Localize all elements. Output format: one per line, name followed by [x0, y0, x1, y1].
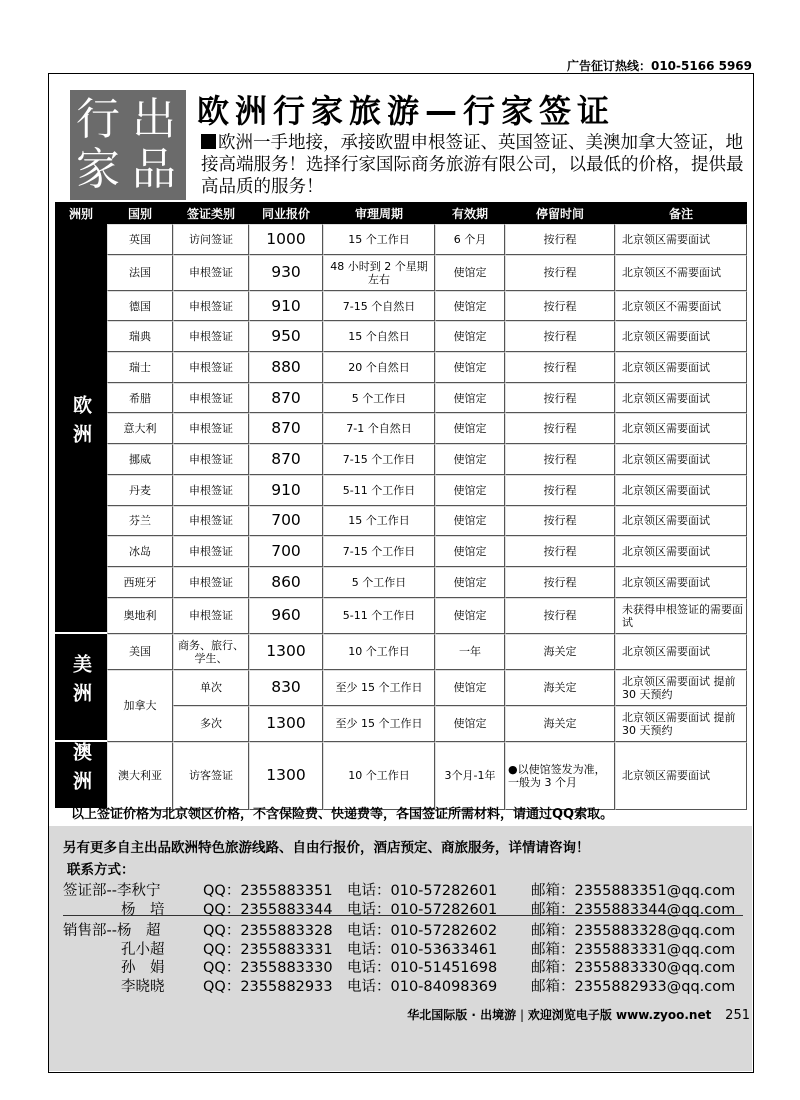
contact-phone: 电话：010-57282601 [347, 901, 498, 918]
validity-cell: 使馆定 [435, 475, 505, 506]
header-cell: 洲别 [55, 202, 107, 224]
header-cell: 停留时间 [505, 202, 615, 224]
visa-price-table [55, 202, 747, 810]
header-cell: 国别 [107, 202, 173, 224]
country-cell: 瑞士 [107, 352, 173, 383]
validity-cell: 使馆定 [435, 444, 505, 475]
table-row [55, 255, 747, 291]
validity-cell: 使馆定 [435, 291, 505, 322]
visa-type-cell: 申根签证 [173, 567, 249, 598]
contact-email: 邮箱：2355883344@qq.com [531, 901, 736, 918]
validity-cell: 使馆定 [435, 352, 505, 383]
contact-phone: 电话：010-57282601 [347, 883, 498, 899]
price-cell: 700 [249, 536, 323, 567]
page-number: 251 [725, 1008, 750, 1023]
country-cell: 法国 [107, 255, 173, 291]
table-row [55, 321, 747, 352]
stay-cell: 按行程 [505, 352, 615, 383]
contact-qq: QQ：2355883351 [203, 883, 333, 899]
country-cell: 澳大利亚 [107, 742, 173, 810]
table-row [55, 444, 747, 475]
logo-char: 品 [132, 144, 176, 195]
visa-type-cell: 申根签证 [173, 598, 249, 634]
contact-name: 销售部--杨 超 [63, 923, 161, 939]
stay-cell: ●以使馆签发为准，一般为 3 个月 [505, 742, 615, 810]
country-cell: 芬兰 [107, 506, 173, 537]
price-cell: 830 [249, 670, 323, 706]
region-label-europe [55, 224, 107, 634]
contact-row [63, 938, 743, 957]
price-cell: 1300 [249, 706, 323, 742]
region-text: 欧洲 [70, 394, 92, 453]
more-services-text: 另有更多自主出品欧洲特色旅游线路、自由行报价，酒店预定、商旅服务，详情请咨询！ [63, 840, 590, 856]
table-row [55, 567, 747, 598]
validity-cell: 使馆定 [435, 255, 505, 291]
price-cell: 1300 [249, 634, 323, 670]
note-cell: 未获得申根签证的需要面试 [615, 598, 747, 634]
table-row [55, 536, 747, 567]
contact-email: 邮箱：2355882933@qq.com [531, 978, 736, 995]
table-row [55, 634, 747, 670]
price-cell: 910 [249, 291, 323, 322]
header-cell: 有效期 [435, 202, 505, 224]
note-cell: 北京领区需要面试 [615, 506, 747, 537]
price-cell: 950 [249, 321, 323, 352]
contact-row [63, 956, 743, 975]
stay-cell: 按行程 [505, 413, 615, 444]
contact-section [49, 826, 752, 1071]
contact-row [63, 919, 743, 938]
price-cell: 870 [249, 444, 323, 475]
contact-name: 孙 娟 [63, 960, 165, 976]
region-label-oceania [55, 742, 107, 810]
processing-cell: 5 个工作日 [323, 383, 435, 414]
note-cell: 北京领区需要面试 [615, 383, 747, 414]
contact-name: 签证部--李秋宁 [63, 883, 161, 899]
price-cell: 870 [249, 413, 323, 444]
validity-cell: 一年 [435, 634, 505, 670]
headline: 欧洲行家旅游—行家签证 [197, 92, 616, 130]
contact-title: 联系方式： [67, 862, 135, 878]
contact-row [63, 975, 743, 994]
note-cell: 北京领区需要面试 [615, 634, 747, 670]
stay-cell: 按行程 [505, 506, 615, 537]
visa-type-cell: 申根签证 [173, 536, 249, 567]
processing-cell: 5-11 个工作日 [323, 598, 435, 634]
country-cell: 德国 [107, 291, 173, 322]
processing-cell: 至少 15 个工作日 [323, 670, 435, 706]
company-logo [70, 90, 186, 200]
table-row [55, 670, 747, 706]
contact-name: 孔小超 [63, 941, 165, 958]
visa-type-cell: 申根签证 [173, 444, 249, 475]
table-header-row [55, 202, 747, 224]
stay-cell: 海关定 [505, 670, 615, 706]
visa-type-cell: 申根签证 [173, 413, 249, 444]
website-text: 欢迎浏览电子版 www.zyoo.net [527, 1008, 712, 1022]
stay-cell: 按行程 [505, 598, 615, 634]
note-cell: 北京领区不需要面试 [615, 291, 747, 322]
contact-qq: QQ：2355882933 [203, 978, 333, 995]
validity-cell: 使馆定 [435, 536, 505, 567]
visa-type-cell: 申根签证 [173, 352, 249, 383]
price-cell: 880 [249, 352, 323, 383]
contact-email: 邮箱：2355883328@qq.com [531, 923, 736, 939]
validity-cell: 使馆定 [435, 567, 505, 598]
contact-phone: 电话：010-51451698 [347, 960, 498, 976]
note-cell: 北京领区需要面试 [615, 475, 747, 506]
contact-list [63, 879, 743, 993]
visa-type-cell: 访问签证 [173, 224, 249, 255]
processing-cell: 48 小时到 2 个星期左右 [323, 255, 435, 291]
note-cell: 北京领区需要面试 [615, 742, 747, 810]
visa-type-cell: 商务、旅行、学生、 [173, 634, 249, 670]
table-row [55, 742, 747, 810]
note-cell: 北京领区需要面试 提前 30 天预约 [615, 706, 747, 742]
table-row [55, 506, 747, 537]
country-cell: 英国 [107, 224, 173, 255]
price-cell: 860 [249, 567, 323, 598]
contact-email: 邮箱：2355883330@qq.com [531, 960, 736, 976]
validity-cell: 使馆定 [435, 670, 505, 706]
note-cell: 北京领区需要面试 [615, 444, 747, 475]
header-cell: 审理周期 [323, 202, 435, 224]
table-row [55, 383, 747, 414]
logo-char: 出 [132, 94, 176, 145]
footer-divider: | [519, 1008, 528, 1022]
processing-cell: 15 个工作日 [323, 506, 435, 537]
header-cell: 签证类别 [173, 202, 249, 224]
note-cell: 北京领区需要面试 [615, 321, 747, 352]
header-cell: 同业报价 [249, 202, 323, 224]
stay-cell: 按行程 [505, 444, 615, 475]
contact-name: 李晓晓 [63, 978, 165, 995]
validity-cell: 使馆定 [435, 706, 505, 742]
price-cell: 1000 [249, 224, 323, 255]
country-cell: 丹麦 [107, 475, 173, 506]
visa-type-cell: 单次 [173, 670, 249, 706]
country-cell: 西班牙 [107, 567, 173, 598]
contact-phone: 电话：010-57282602 [347, 923, 498, 939]
processing-cell: 15 个工作日 [323, 224, 435, 255]
square-bullet-icon [201, 134, 216, 149]
note-cell: 北京领区不需要面试 [615, 255, 747, 291]
stay-cell: 按行程 [505, 224, 615, 255]
contact-qq: QQ：2355883330 [203, 960, 333, 976]
publication-name: 华北国际版 · 出境游 [407, 1008, 517, 1022]
price-cell: 870 [249, 383, 323, 414]
contact-row [63, 898, 743, 917]
table-row [55, 291, 747, 322]
table-row [55, 352, 747, 383]
processing-cell: 10 个工作日 [323, 634, 435, 670]
note-cell: 北京领区需要面试 提前 30 天预约 [615, 670, 747, 706]
table-row [55, 598, 747, 634]
visa-type-cell: 多次 [173, 706, 249, 742]
stay-cell: 按行程 [505, 475, 615, 506]
stay-cell: 按行程 [505, 383, 615, 414]
price-cell: 910 [249, 475, 323, 506]
country-cell: 挪威 [107, 444, 173, 475]
price-cell: 700 [249, 506, 323, 537]
region-text: 美洲 [70, 653, 92, 712]
stay-cell: 按行程 [505, 567, 615, 598]
stay-cell: 按行程 [505, 321, 615, 352]
country-cell: 意大利 [107, 413, 173, 444]
contact-row [63, 879, 743, 898]
validity-cell: 使馆定 [435, 598, 505, 634]
contact-qq: QQ：2355883328 [203, 923, 333, 939]
validity-cell: 使馆定 [435, 413, 505, 444]
visa-type-cell: 访客签证 [173, 742, 249, 810]
contact-qq: QQ：2355883344 [203, 901, 333, 918]
visa-type-cell: 申根签证 [173, 321, 249, 352]
ad-hotline: 广告征订热线：010-5166 5969 [566, 59, 752, 73]
visa-type-cell: 申根签证 [173, 383, 249, 414]
header-cell: 备注 [615, 202, 747, 224]
table-row [55, 413, 747, 444]
country-cell: 冰岛 [107, 536, 173, 567]
table-row [55, 475, 747, 506]
table-row [55, 224, 747, 255]
page-footer [407, 1006, 750, 1023]
processing-cell: 10 个工作日 [323, 742, 435, 810]
advert-frame [48, 73, 754, 1073]
price-cell: 960 [249, 598, 323, 634]
price-cell: 930 [249, 255, 323, 291]
contact-email: 邮箱：2355883331@qq.com [531, 941, 736, 958]
processing-cell: 至少 15 个工作日 [323, 706, 435, 742]
country-cell: 加拿大 [107, 670, 173, 742]
note-cell: 北京领区需要面试 [615, 352, 747, 383]
contact-name: 杨 培 [63, 901, 165, 918]
intro-body: 欧洲一手地接，承接欧盟申根签证、英国签证、美澳加拿大签证，地接高端服务！选择行家国际商务旅游有限公司，以最低的价格，提供最高品质的服务！ [201, 133, 744, 197]
note-cell: 北京领区需要面试 [615, 224, 747, 255]
region-label-america [55, 634, 107, 742]
logo-char: 行 [76, 94, 120, 145]
visa-type-cell: 申根签证 [173, 475, 249, 506]
processing-cell: 7-15 个自然日 [323, 291, 435, 322]
country-cell: 奥地利 [107, 598, 173, 634]
processing-cell: 7-1 个自然日 [323, 413, 435, 444]
stay-cell: 按行程 [505, 536, 615, 567]
stay-cell: 海关定 [505, 634, 615, 670]
contact-phone: 电话：010-84098369 [347, 978, 498, 995]
price-cell: 1300 [249, 742, 323, 810]
country-cell: 希腊 [107, 383, 173, 414]
validity-cell: 使馆定 [435, 506, 505, 537]
note-cell: 北京领区需要面试 [615, 413, 747, 444]
intro-text [201, 132, 746, 198]
note-cell: 北京领区需要面试 [615, 536, 747, 567]
processing-cell: 7-15 个工作日 [323, 444, 435, 475]
logo-char: 家 [76, 144, 120, 195]
visa-type-cell: 申根签证 [173, 255, 249, 291]
processing-cell: 5 个工作日 [323, 567, 435, 598]
stay-cell: 海关定 [505, 706, 615, 742]
visa-type-cell: 申根签证 [173, 291, 249, 322]
price-footnote: 以上签证价格为北京领区价格，不含保险费、快递费等，各国签证所需材料，请通过QQ索取。 [71, 807, 614, 822]
note-cell: 北京领区需要面试 [615, 567, 747, 598]
stay-cell: 按行程 [505, 255, 615, 291]
processing-cell: 7-15 个工作日 [323, 536, 435, 567]
region-text: 澳洲 [70, 741, 92, 800]
contact-qq: QQ：2355883331 [203, 941, 333, 958]
contact-email: 邮箱：2355883351@qq.com [531, 883, 736, 899]
validity-cell: 6 个月 [435, 224, 505, 255]
processing-cell: 5-11 个工作日 [323, 475, 435, 506]
country-cell: 瑞典 [107, 321, 173, 352]
processing-cell: 20 个自然日 [323, 352, 435, 383]
validity-cell: 3个月-1年 [435, 742, 505, 810]
country-cell: 美国 [107, 634, 173, 670]
processing-cell: 15 个自然日 [323, 321, 435, 352]
stay-cell: 按行程 [505, 291, 615, 322]
contact-phone: 电话：010-53633461 [347, 941, 498, 958]
validity-cell: 使馆定 [435, 383, 505, 414]
visa-type-cell: 申根签证 [173, 506, 249, 537]
validity-cell: 使馆定 [435, 321, 505, 352]
